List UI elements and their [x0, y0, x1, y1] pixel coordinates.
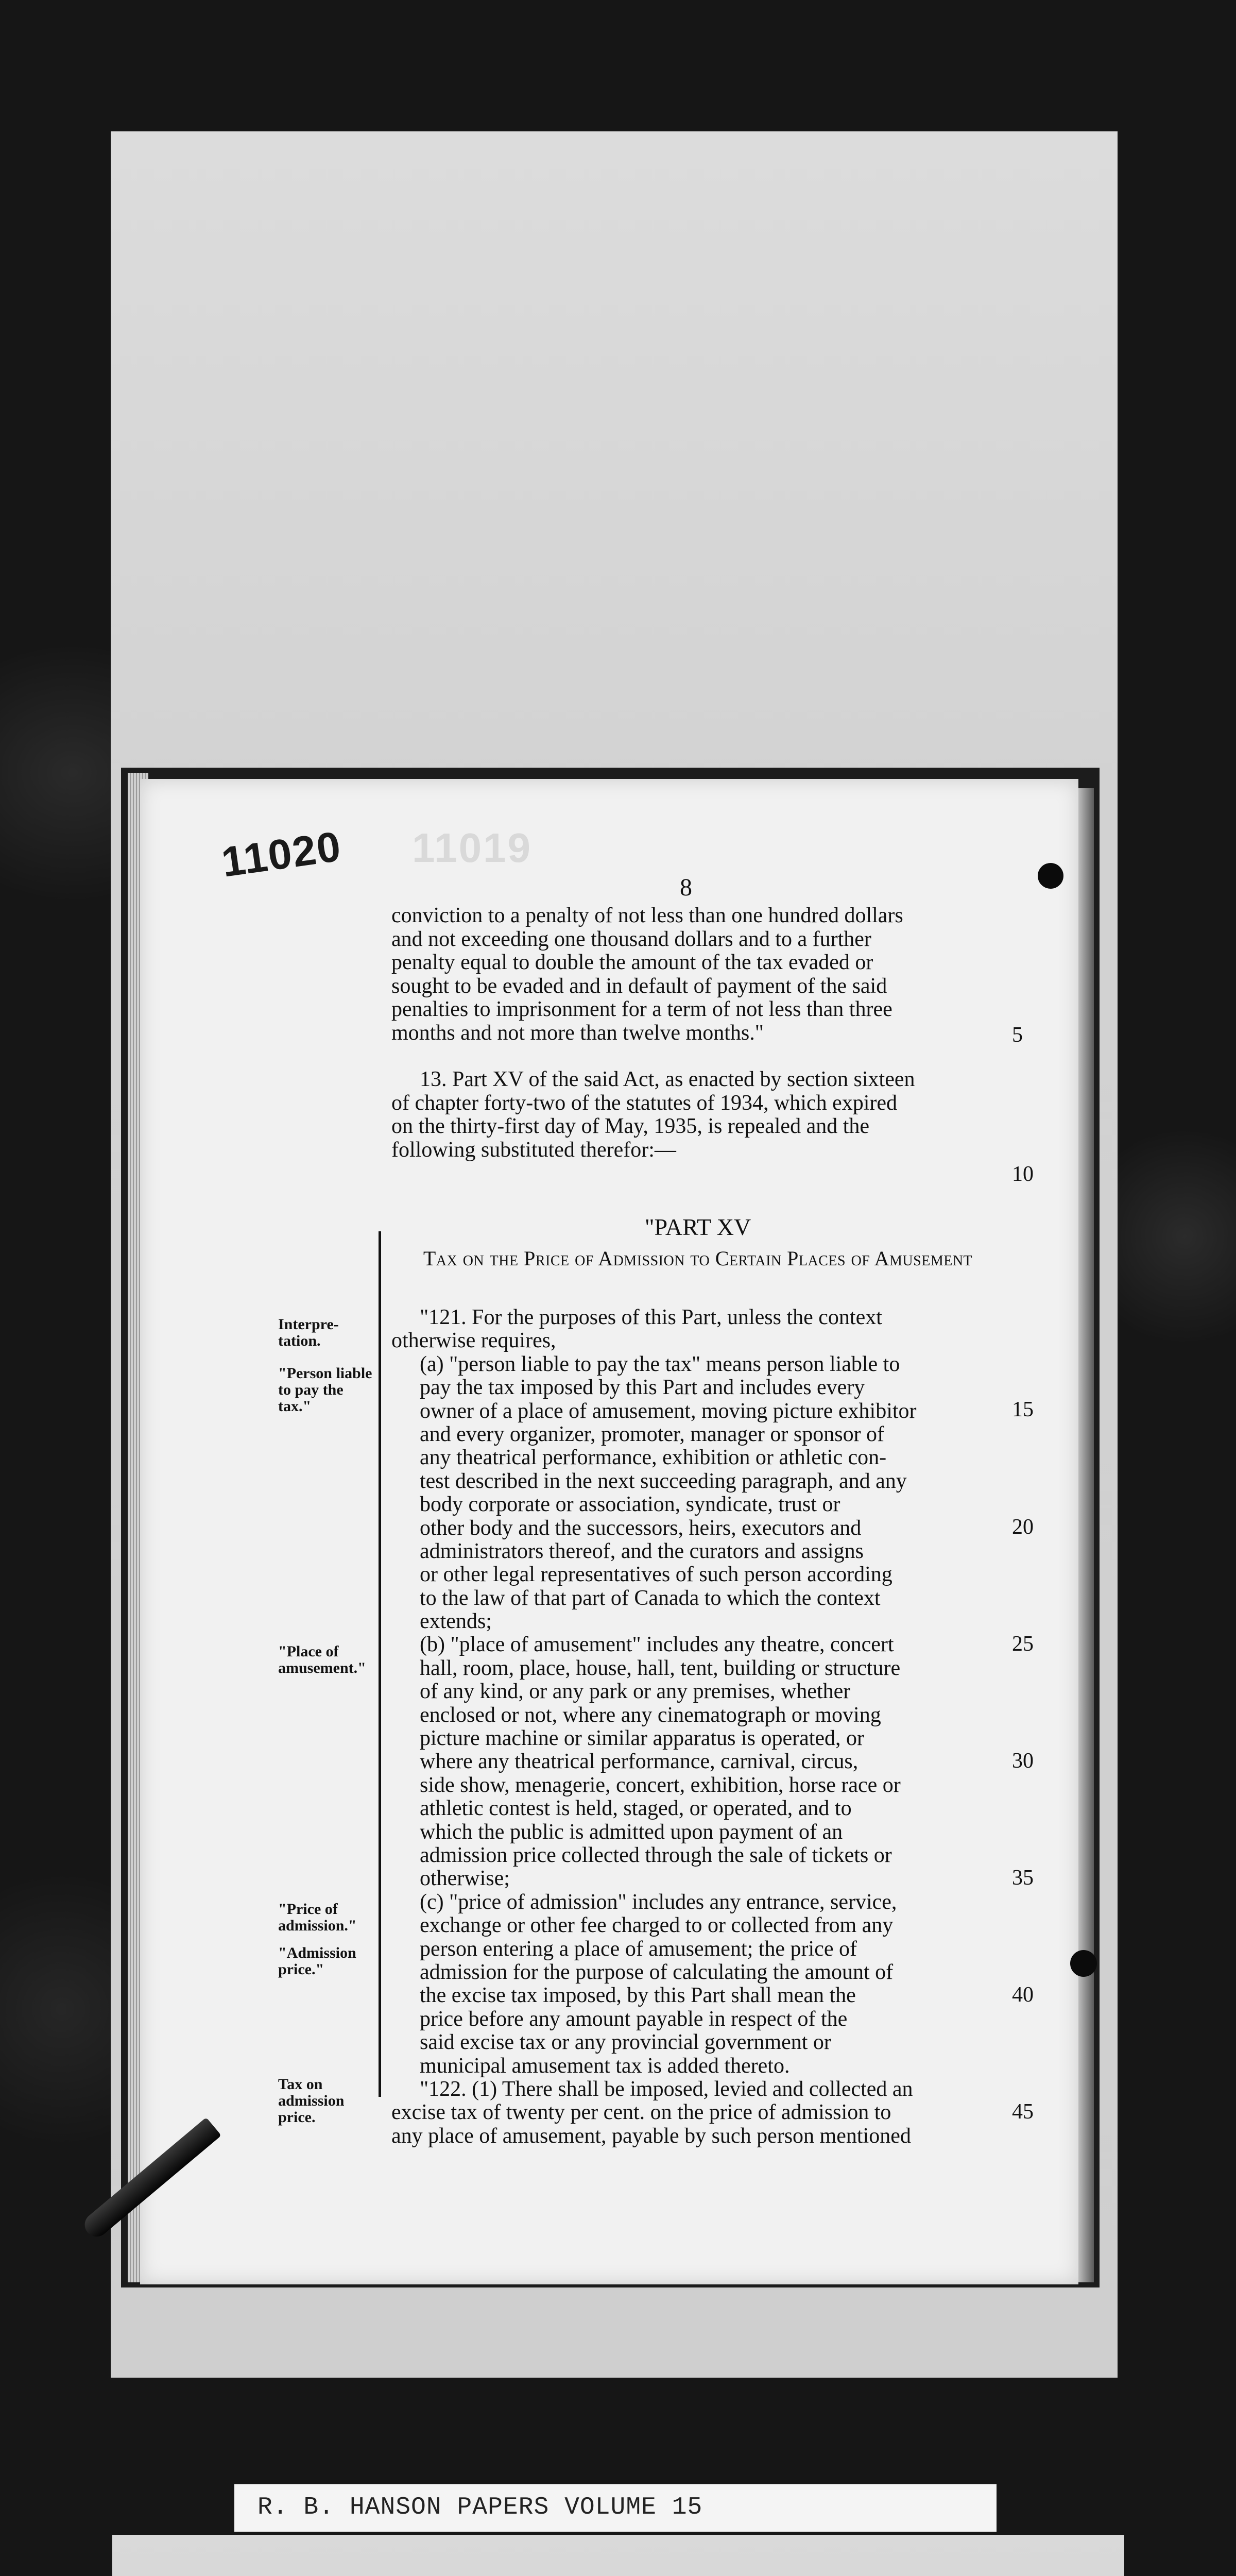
text-line: any theatrical performance, exhibition or athletic con- — [420, 1446, 887, 1470]
volume-label-text: R. B. HANSON PAPERS VOLUME 15 — [258, 2494, 703, 2521]
text-line: following substituted therefor:— — [391, 1138, 676, 1162]
text-line: to the law of that part of Canada to which the context — [420, 1586, 881, 1610]
margin-note-interpretation: Interpre- tation. — [278, 1316, 339, 1349]
punch-hole — [1070, 1950, 1097, 1977]
part-subtitle: Tax on the Price of Admission to Certain Places of Amusement — [423, 1247, 973, 1270]
margin-note-person-liable: "Person liable to pay the tax." — [278, 1365, 372, 1415]
text-line: admission price collected through the sale of tickets or — [420, 1843, 892, 1867]
text-line: penalties to imprisonment for a term of not less than three — [391, 997, 892, 1021]
text-line: test described in the next succeeding paragraph, and any — [420, 1469, 907, 1493]
text-line: conviction to a penalty of not less than one hundred dollars — [391, 904, 903, 927]
text-line: picture machine or similar apparatus is operated, or — [420, 1727, 865, 1751]
section-body — [391, 1306, 1004, 2148]
text-line: administrators thereof, and the curators and assigns — [420, 1539, 864, 1563]
margin-note-admission-price: "Admission price." — [278, 1944, 356, 1978]
page-right-edge — [1078, 788, 1094, 2282]
text-line: extends; — [420, 1610, 492, 1634]
text-line: athletic contest is held, staged, or operated, and to — [420, 1797, 852, 1821]
text-line: or other legal representatives of such person according — [420, 1563, 892, 1587]
text-line: (b) "place of amusement" includes any theatre, concert — [420, 1633, 894, 1657]
text-line: on the thirty-first day of May, 1935, is repealed and the — [391, 1114, 870, 1138]
text-line: penalty equal to double the amount of the tax evaded or — [391, 951, 873, 974]
ghost-sheet-number: 11019 — [412, 825, 533, 871]
text-line: person entering a place of amusement; the price of — [420, 1937, 857, 1961]
margin-note-place-of-amusement: "Place of amusement." — [278, 1643, 366, 1676]
text-line: otherwise; — [420, 1867, 510, 1891]
text-line: months and not more than twelve months." — [391, 1021, 764, 1045]
margin-rule — [379, 1231, 381, 2097]
text-line: body corporate or association, syndicate, trust or — [420, 1493, 840, 1517]
text-line: (a) "person liable to pay the tax" means person liable to — [420, 1352, 900, 1376]
text-line: pay the tax imposed by this Part and includes every — [420, 1376, 865, 1400]
text-line: which the public is admitted upon payment of an — [420, 1820, 843, 1844]
volume-label — [234, 2484, 997, 2532]
text-line: owner of a place of amusement, moving picture exhibitor — [420, 1399, 917, 1423]
archives-card — [112, 2535, 1124, 2576]
sheet-number-stamp: 11020 — [218, 823, 345, 886]
text-line: said excise tax or any provincial government or — [420, 2031, 831, 2055]
part-title: "PART XV — [644, 1214, 751, 1240]
line-number: 10 — [1012, 1162, 1034, 1186]
line-number: 30 — [1012, 1749, 1034, 1773]
line-number: 15 — [1012, 1398, 1034, 1421]
line-number: 40 — [1012, 1983, 1034, 2007]
text-line: exchange or other fee charged to or collected from any — [420, 1914, 894, 1938]
margin-note-tax-on-admission: Tax on admission price. — [278, 2076, 345, 2126]
text-line: and not exceeding one thousand dollars and to a further — [391, 927, 871, 951]
margin-note-price-of-admission: "Price of admission." — [278, 1901, 357, 1934]
text-line: (c) "price of admission" includes any entrance, service, — [420, 1890, 897, 1914]
line-number: 5 — [1012, 1023, 1023, 1047]
text-line: sought to be evaded and in default of payment of the said — [391, 974, 887, 998]
page-number: 8 — [680, 874, 692, 901]
text-line: 13. Part XV of the said Act, as enacted by section sixteen — [420, 1067, 915, 1091]
text-line: other body and the successors, heirs, executors and — [420, 1516, 862, 1540]
text-line: admission for the purpose of calculating the amount of — [420, 1960, 894, 1984]
text-line: where any theatrical performance, carnival, circus, — [420, 1750, 859, 1774]
text-line: enclosed or not, where any cinematograph or moving — [420, 1703, 881, 1727]
text-line: "122. (1) There shall be imposed, levied and collected an — [420, 2077, 913, 2101]
text-line: excise tax of twenty per cent. on the price of admission to — [391, 2101, 891, 2125]
text-line: municipal amusement tax is added thereto. — [420, 2054, 790, 2078]
text-line: otherwise requires, — [391, 1329, 556, 1353]
line-number: 35 — [1012, 1866, 1034, 1890]
text-line: and every organizer, promoter, manager or sponsor of — [420, 1422, 885, 1446]
line-number: 20 — [1012, 1515, 1034, 1539]
line-number: 45 — [1012, 2100, 1034, 2124]
text-line: price before any amount payable in respect of the — [420, 2007, 848, 2031]
text-line: of chapter forty-two of the statutes of 1934, which expired — [391, 1091, 898, 1115]
text-line: the excise tax imposed, by this Part shall mean the — [420, 1984, 856, 2008]
text-line: side show, menagerie, concert, exhibition, horse race or — [420, 1773, 901, 1797]
line-number: 25 — [1012, 1632, 1034, 1656]
text-line: hall, room, place, house, hall, tent, building or structure — [420, 1656, 901, 1680]
opening-paragraph — [391, 904, 1004, 1162]
text-line: "121. For the purposes of this Part, unless the context — [420, 1306, 882, 1329]
text-line: of any kind, or any park or any premises, whether — [420, 1680, 851, 1704]
text-line: any place of amusement, payable by such person mentioned — [391, 2124, 911, 2148]
punch-hole — [1038, 863, 1063, 889]
